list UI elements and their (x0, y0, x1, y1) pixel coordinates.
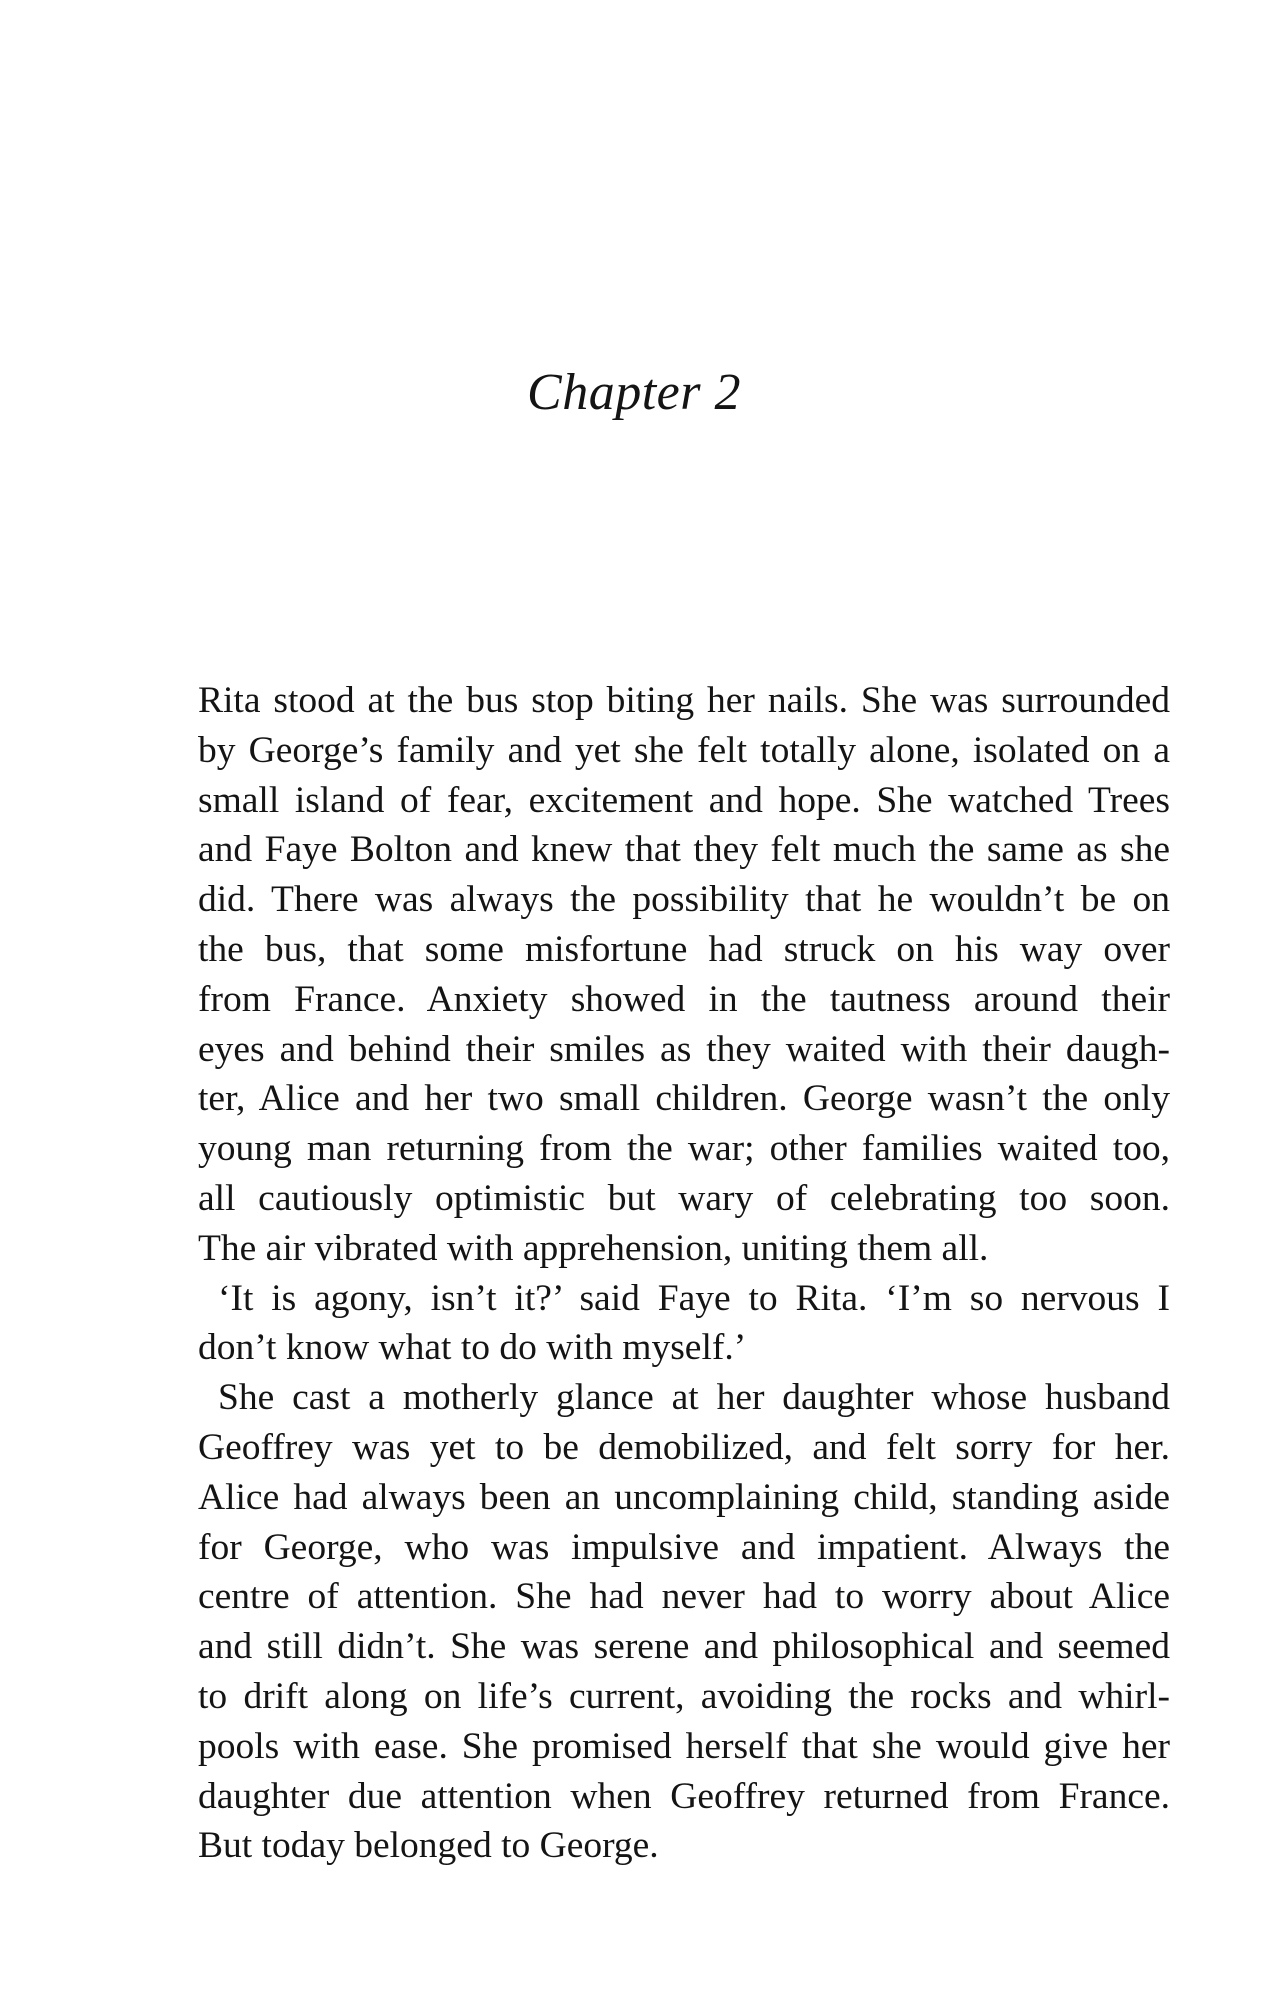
text-line: by George’s family and yet she felt totally alone, isolated on a (198, 729, 1170, 771)
text-line: to drift along on life’s current, avoiding the rocks and whirl- (198, 1675, 1170, 1717)
text-line: for George, who was impulsive and impatient. Always the (198, 1526, 1170, 1568)
text-line: ter, Alice and her two small children. George wasn’t the only (198, 1078, 1170, 1120)
text-line: young man returning from the war; other families waited too, (198, 1128, 1170, 1170)
text-line: Alice had always been an uncomplaining child, standing aside (198, 1476, 1170, 1518)
text-line: Rita stood at the bus stop biting her nails. She was surrounded (198, 680, 1170, 721)
text-line: all cautiously optimistic but wary of celebrating too soon. (198, 1177, 1170, 1219)
text-line: small island of fear, excitement and hope. She watched Trees (198, 779, 1170, 821)
text-line: ‘It is agony, isn’t it?’ said Faye to Rita. ‘I’m so nervous I (218, 1277, 1170, 1319)
text-line: did. There was always the possibility that he wouldn’t be on (198, 879, 1170, 921)
text-line: centre of attention. She had never had to worry about Alice (198, 1576, 1170, 1618)
text-line: daughter due attention when Geoffrey returned from France. (198, 1775, 1170, 1817)
text-line: Geoffrey was yet to be demobilized, and felt sorry for her. (198, 1426, 1170, 1468)
chapter-body (198, 676, 1170, 1871)
text-line: the bus, that some misfortune had struck on his way over (198, 928, 1170, 970)
text-line: The air vibrated with apprehension, uniting them all. (198, 1227, 989, 1269)
text-line: and still didn’t. She was serene and philosophical and seemed (198, 1626, 1170, 1668)
text-line: eyes and behind their smiles as they waited with their daugh- (198, 1028, 1170, 1070)
text-line: and Faye Bolton and knew that they felt much the same as she (198, 829, 1170, 871)
text-line: don’t know what to do with myself.’ (198, 1327, 747, 1369)
text-line: from France. Anxiety showed in the tautness around their (198, 978, 1170, 1020)
text-line: But today belonged to George. (198, 1825, 659, 1867)
text-line: pools with ease. She promised herself that she would give her (198, 1725, 1170, 1767)
text-line: She cast a motherly glance at her daughter whose husband (218, 1377, 1170, 1419)
chapter-title: Chapter 2 (527, 364, 741, 421)
